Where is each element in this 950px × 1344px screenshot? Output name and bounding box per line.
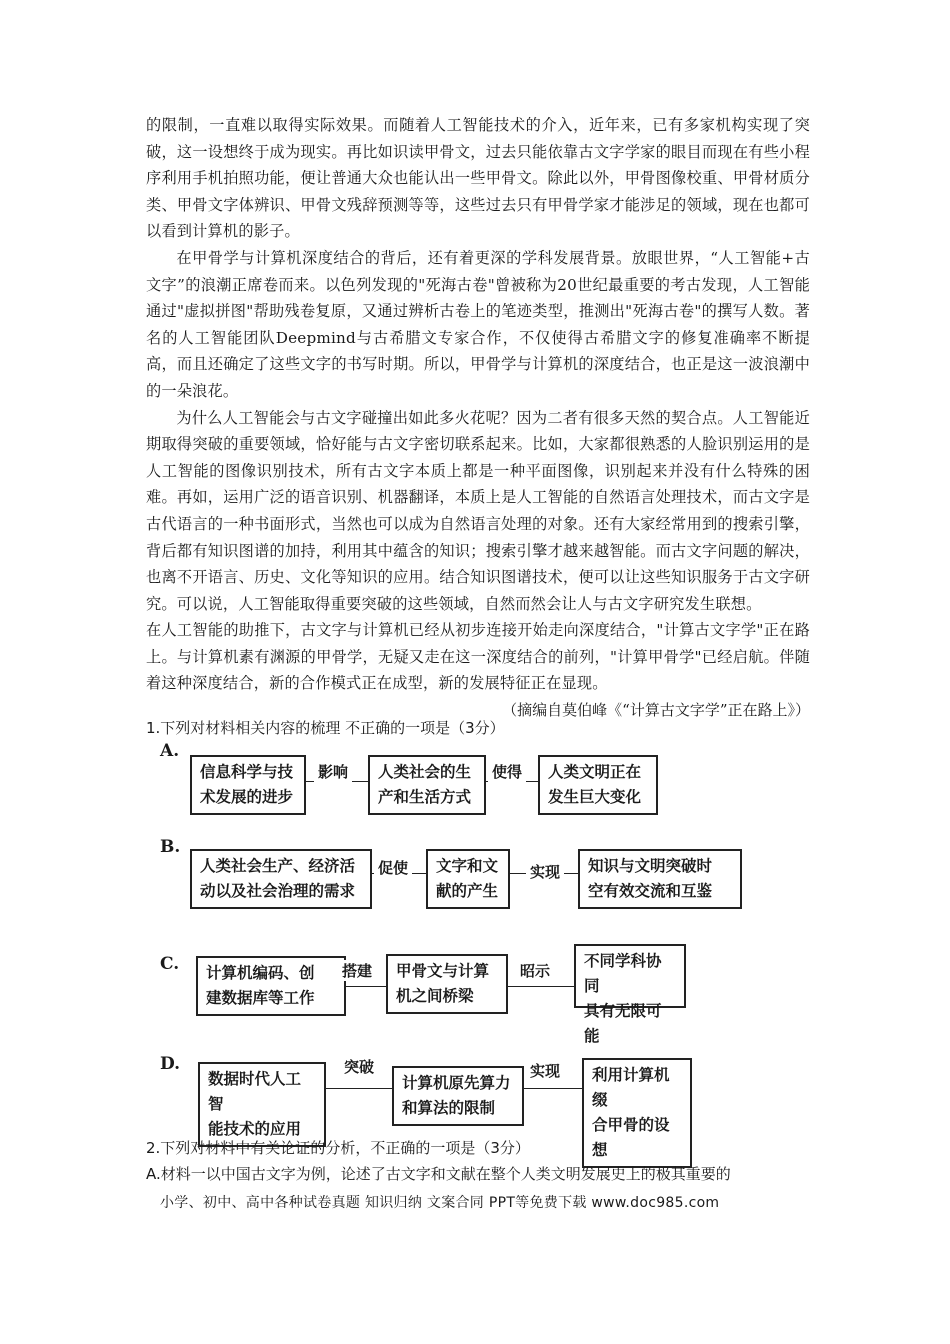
flow-box: 知识与文明突破时 空有效交流和互鉴 bbox=[578, 849, 742, 909]
flow-link-label: 促使 bbox=[374, 857, 412, 878]
flow-link-label: 突破 bbox=[340, 1056, 378, 1077]
flow-link-label: 昭示 bbox=[516, 960, 554, 981]
question-1: 1.下列对材料相关内容的梳理 不正确的一项是（3分） bbox=[146, 719, 505, 737]
question-2-option-a: A.材料一以中国古文字为例，论述了古文字和文献在整个人类文明发展史上的极其重要的 bbox=[146, 1165, 731, 1183]
main-text bbox=[146, 112, 810, 723]
paragraph-1: 的限制，一直难以取得实际效果。而随着人工智能技术的介入，近年来，已有多家机构实现了突破，这一设想终于成为现实。再比如识读甲骨文，过去只能依靠古文字学家的眼目而现在有些小程序利用手机拍照功能，便让普通大众也能认出一些甲骨文。除此以外，甲骨图像校重、甲骨材质分类、甲骨文字体辨识、甲骨文残辞预测等等，这些过去只有甲骨学家才能涉足的领域，现在也都可以看到计算机的影子。 bbox=[146, 116, 810, 241]
flow-box: 人类社会生产、经济活 动以及社会治理的需求 bbox=[190, 849, 372, 909]
flow-box: 计算机编码、创 建数据库等工作 bbox=[196, 956, 346, 1016]
option-letter: D. bbox=[160, 1054, 181, 1074]
connector bbox=[346, 986, 386, 987]
flow-box: 文字和文 献的产生 bbox=[426, 849, 510, 909]
paragraph-4: 在人工智能的助推下，古文字与计算机已经从初步连接开始走向深度结合，"计算古文字学"正在路上。与计算机素有渊源的甲骨学，无疑又走在这一深度结合的前列，"计算甲骨学"已经启航。伴随着这种深度结合，新的合作模式正在成型，新的发展特征正在显现。 bbox=[146, 621, 810, 693]
flow-link-label: 搭建 bbox=[338, 960, 376, 981]
option-letter: B. bbox=[160, 837, 181, 857]
flow-link-label: 实现 bbox=[526, 1060, 564, 1081]
flow-link-label: 实现 bbox=[526, 861, 564, 882]
option-b-diagram bbox=[146, 837, 713, 917]
option-letter: C. bbox=[160, 954, 180, 974]
flow-box: 人类文明正在 发生巨大变化 bbox=[538, 755, 658, 815]
flow-box: 数据时代人工智 能技术的应用 bbox=[198, 1062, 326, 1147]
flow-link-label: 使得 bbox=[488, 761, 526, 782]
paragraph-2: 在甲骨学与计算机深度结合的背后，还有着更深的学科发展背景。放眼世界，“人工智能+古文字”的浪潮正席卷而来。以色列发现的"死海古卷"曾被称为20世纪最重要的考古发现，人工智能通过"虚拟拼图"帮助残卷复原，又通过辨析古卷上的笔迹类型，推测出"死海古卷"的撰写人数。著名的人工智能团队Deepmind与古希腊文专家合作，不仅使得古希腊文字的修复准确率不断提高，而且还确定了这些文字的书写时期。所以，甲骨学与计算机的深度结合，也正是这一波浪潮中的一朵浪花。 bbox=[146, 248, 810, 400]
source-citation: （摘编自莫伯峰《“计算古文字学”正在路上》） bbox=[502, 701, 810, 720]
connector bbox=[520, 1088, 590, 1089]
flow-box: 利用计算机缀 合甲骨的设想 bbox=[582, 1058, 692, 1168]
flow-link-label: 影响 bbox=[314, 761, 352, 782]
paragraph-3: 为什么人工智能会与古文字碰撞出如此多火花呢？因为二者有很多天然的契合点。人工智能近期取得突破的重要领域，恰好能与古文字密切联系起来。比如，大家都很熟悉的人脸识别运用的是人工智能的图像识别技术，所有古文字本质上都是一种平面图像，识别起来并没有什么特殊的困难。再如，运用广泛的语音识别、机器翻译，本质上是人工智能的自然语言处理技术，而古文字是古代语言的一种书面形式，当然也可以成为自然语言处理的对象。还有大家经常用到的搜索引擎，背后都有知识图谱的加持，利用其中蕴含的知识；搜索引擎才越来越智能。而古文字问题的解决，也离不开语言、历史、文化等知识的应用。结合知识图谱技术，便可以让这些知识服务于古文字研究。可以说，人工智能取得重要突破的这些领域，自然而然会让人与古文字研究发生联想。 bbox=[146, 408, 810, 613]
flow-box: 人类社会的生 产和生活方式 bbox=[368, 755, 486, 815]
flow-box: 不同学科协同 具有无限可能 bbox=[574, 944, 686, 1008]
option-c-diagram bbox=[146, 944, 706, 1045]
question-2: 2.下列对材料中有关论证的分析，不正确的一项是（3分） bbox=[146, 1139, 530, 1157]
connector bbox=[506, 986, 576, 987]
connector bbox=[326, 1088, 396, 1089]
option-letter: A. bbox=[160, 741, 180, 761]
flow-box: 计算机原先算力 和算法的限制 bbox=[392, 1066, 524, 1126]
flow-box: 信息科学与技 术发展的进步 bbox=[190, 755, 306, 815]
flow-box: 甲骨文与计算 机之间桥梁 bbox=[386, 954, 508, 1014]
option-a-diagram bbox=[146, 741, 706, 825]
footer-text: 小学、初中、高中各种试卷真题 知识归纳 文案合同 PPT等免费下载 www.doc985.com bbox=[160, 1195, 720, 1211]
